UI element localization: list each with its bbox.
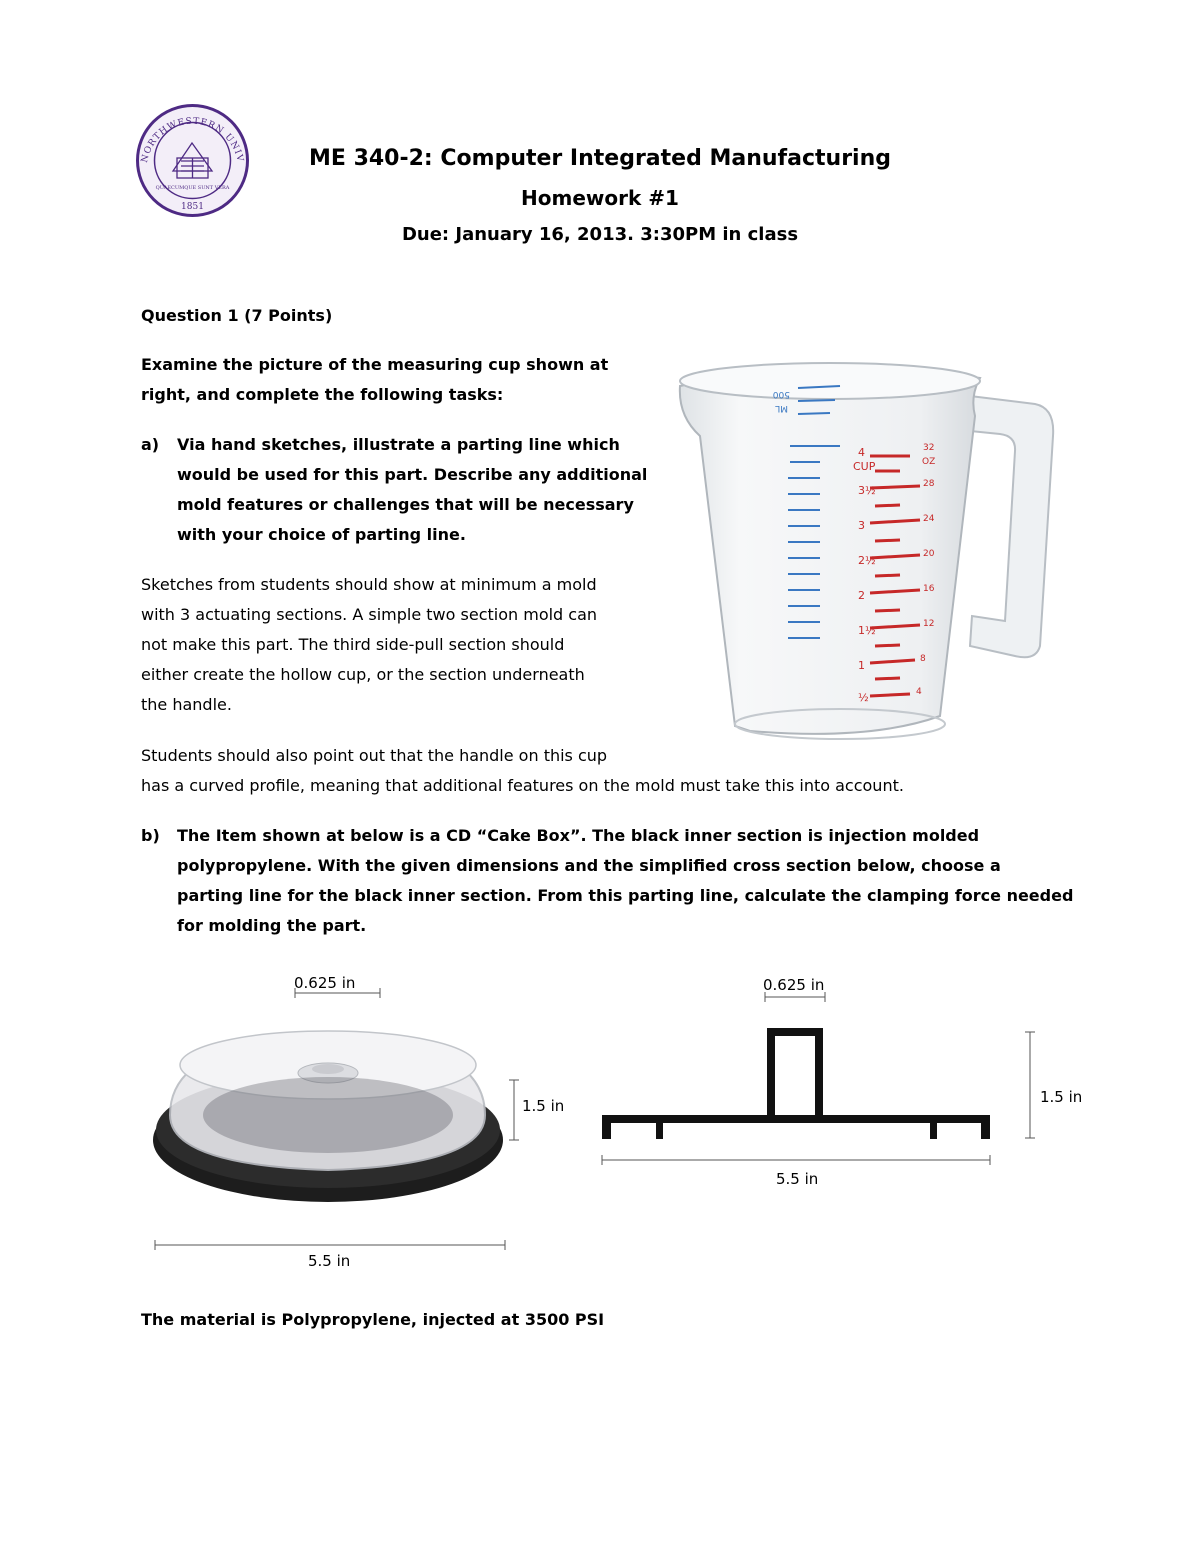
answer-a-line: with 3 actuating sections. A simple two section mold can — [141, 605, 598, 624]
oz-mark: 4 — [916, 687, 922, 697]
seal-motto: QUAECUMQUE SUNT VERA — [155, 185, 230, 191]
seal-year: 1851 — [181, 202, 204, 212]
part-a-line: mold features or challenges that will be necessary — [177, 495, 634, 514]
cake-box-top-dimension: 0.625 in — [294, 974, 356, 992]
cup-mark: 2½ — [858, 554, 876, 567]
cup-mark: 2 — [858, 589, 865, 602]
cup-mark: 1½ — [858, 624, 876, 637]
part-a-label: a) — [141, 435, 160, 454]
material-note: The material is Polypropylene, injected at 3500 PSI — [141, 1310, 605, 1329]
answer-a2-line: has a curved profile, meaning that additional features on the mold must take this into account. — [141, 776, 904, 795]
oz-mark: 12 — [923, 619, 935, 629]
answer-a-line: the handle. — [141, 695, 232, 714]
cup-mark: 3½ — [858, 484, 876, 497]
part-a-line: Via hand sketches, illustrate a parting line which — [177, 435, 620, 454]
answer-a-line: Sketches from students should show at minimum a mold — [141, 575, 597, 594]
intro-line: Examine the picture of the measuring cup shown at — [141, 355, 609, 374]
oz-mark: 16 — [923, 584, 935, 594]
cup-mark: ½ — [858, 691, 869, 704]
cup-mark: 3 — [858, 519, 865, 532]
cake-box-height-dimension: 1.5 in — [522, 1097, 565, 1115]
part-b-label: b) — [141, 826, 160, 845]
cup-word: CUP — [853, 460, 876, 473]
oz-mark: 20 — [923, 549, 935, 559]
seal-name: NORTHWESTERN UNIV — [139, 116, 245, 164]
question-heading: Question 1 (7 Points) — [141, 306, 333, 325]
oz-mark: 32 — [923, 443, 935, 453]
measuring-cup-image — [670, 356, 1070, 756]
cup-mark: 4 — [858, 446, 865, 459]
part-b-line: polypropylene. With the given dimensions and the simplified cross section below, choose a — [177, 856, 1001, 875]
cross-section-width-dimension: 5.5 in — [776, 1170, 819, 1188]
answer-a2-line: Students should also point out that the handle on this cup — [141, 746, 608, 765]
oz-mark: 24 — [923, 514, 935, 524]
due-date: Due: January 16, 2013. 3:30PM in class — [401, 224, 799, 245]
oz-word: OZ — [922, 457, 936, 467]
part-a-line: would be used for this part. Describe any additional — [177, 465, 648, 484]
course-title: ME 340-2: Computer Integrated Manufacturing — [308, 146, 891, 171]
cake-box-width-dimension: 5.5 in — [308, 1252, 351, 1270]
cross-section-height-dimension: 1.5 in — [1040, 1088, 1083, 1106]
ml-number: 500 — [772, 389, 790, 399]
cross-section-top-dimension: 0.625 in — [763, 976, 825, 994]
cup-mark: 1 — [858, 659, 865, 672]
part-b-line: for molding the part. — [177, 916, 367, 935]
homework-title: Homework #1 — [521, 186, 679, 210]
oz-mark: 28 — [923, 479, 935, 489]
answer-a-line: either create the hollow cup, or the section underneath — [141, 665, 585, 684]
part-b-line: parting line for the black inner section. From this parting line, calculate the clamping force needed — [177, 886, 1074, 905]
part-b-line: The Item shown at below is a CD “Cake Box”. The black inner section is injection molded — [177, 826, 980, 845]
part-a-line: with your choice of parting line. — [177, 525, 466, 544]
cross-section-figure — [590, 970, 1090, 1200]
oz-mark: 8 — [920, 654, 926, 664]
intro-line: right, and complete the following tasks: — [141, 385, 504, 404]
answer-a-line: not make this part. The third side-pull section should — [141, 635, 565, 654]
cake-box-figure — [140, 965, 580, 1285]
ml-unit: ML — [775, 403, 788, 413]
